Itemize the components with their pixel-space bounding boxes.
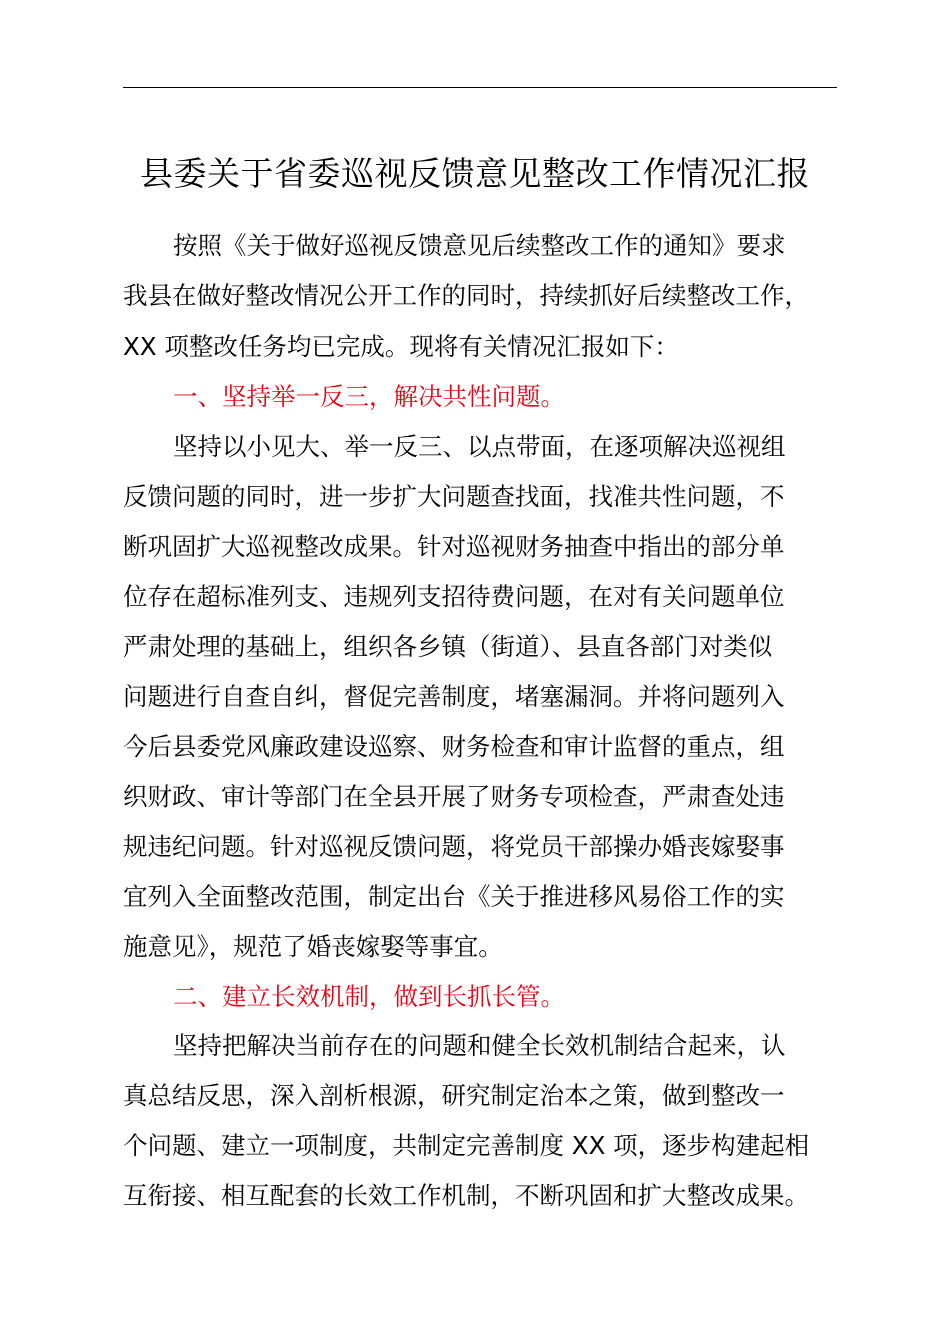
paragraph-line: 按照《关于做好巡视反馈意见后续整改工作的通知》要求	[173, 231, 786, 260]
paragraph-line: 严肃处理的基础上，组织各乡镇（街道）、县直各部门对类似	[123, 632, 773, 661]
paragraph-line: 我县在做好整改情况公开工作的同时，持续抓好后续整改工作，	[123, 281, 809, 310]
paragraph-line: 位存在超标准列支、违规列支招待费问题，在对有关问题单位	[123, 582, 785, 611]
paragraph-line: 宜列入全面整改范围，制定出台《关于推进移风易俗工作的实	[123, 882, 785, 911]
header-rule	[123, 87, 837, 88]
paragraph-line: 坚持把解决当前存在的问题和健全长效机制结合起来，认	[173, 1031, 786, 1060]
section-heading-1: 一、坚持举一反三，解决共性问题。	[173, 382, 565, 411]
paragraph-line: 施意见》，规范了婚丧嫁娶等事宜。	[123, 932, 503, 961]
paragraph-line: 织财政、审计等部门在全县开展了财务专项检查，严肃查处违	[123, 782, 785, 811]
paragraph-line: 真总结反思，深入剖析根源，研究制定治本之策，做到整改一	[123, 1081, 785, 1110]
paragraph-line: 反馈问题的同时，进一步扩大问题查找面，找准共性问题，不	[123, 482, 785, 511]
paragraph-line: 问题进行自查自纠，督促完善制度，堵塞漏洞。并将问题列入	[123, 682, 785, 711]
paragraph-line: 规违纪问题。针对巡视反馈问题，将党员干部操办婚丧嫁娶事	[123, 832, 785, 861]
paragraph-line: 个问题、建立一项制度，共制定完善制度 XX 项，逐步构建起相	[123, 1131, 810, 1160]
section-heading-2: 二、建立长效机制，做到长抓长管。	[173, 982, 565, 1011]
paragraph-line: 互衔接、相互配套的长效工作机制，不断巩固和扩大整改成果。	[123, 1181, 809, 1210]
paragraph-line: 断巩固扩大巡视整改成果。针对巡视财务抽查中指出的部分单	[123, 532, 785, 561]
paragraph-line: 今后县委党风廉政建设巡察、财务检查和审计监督的重点，组	[123, 732, 785, 761]
document-title: 县委关于省委巡视反馈意见整改工作情况汇报	[140, 154, 810, 193]
paragraph-line: XX 项整改任务均已完成。现将有关情况汇报如下：	[123, 332, 679, 361]
paragraph-line: 坚持以小见大、举一反三、以点带面，在逐项解决巡视组	[173, 432, 786, 461]
